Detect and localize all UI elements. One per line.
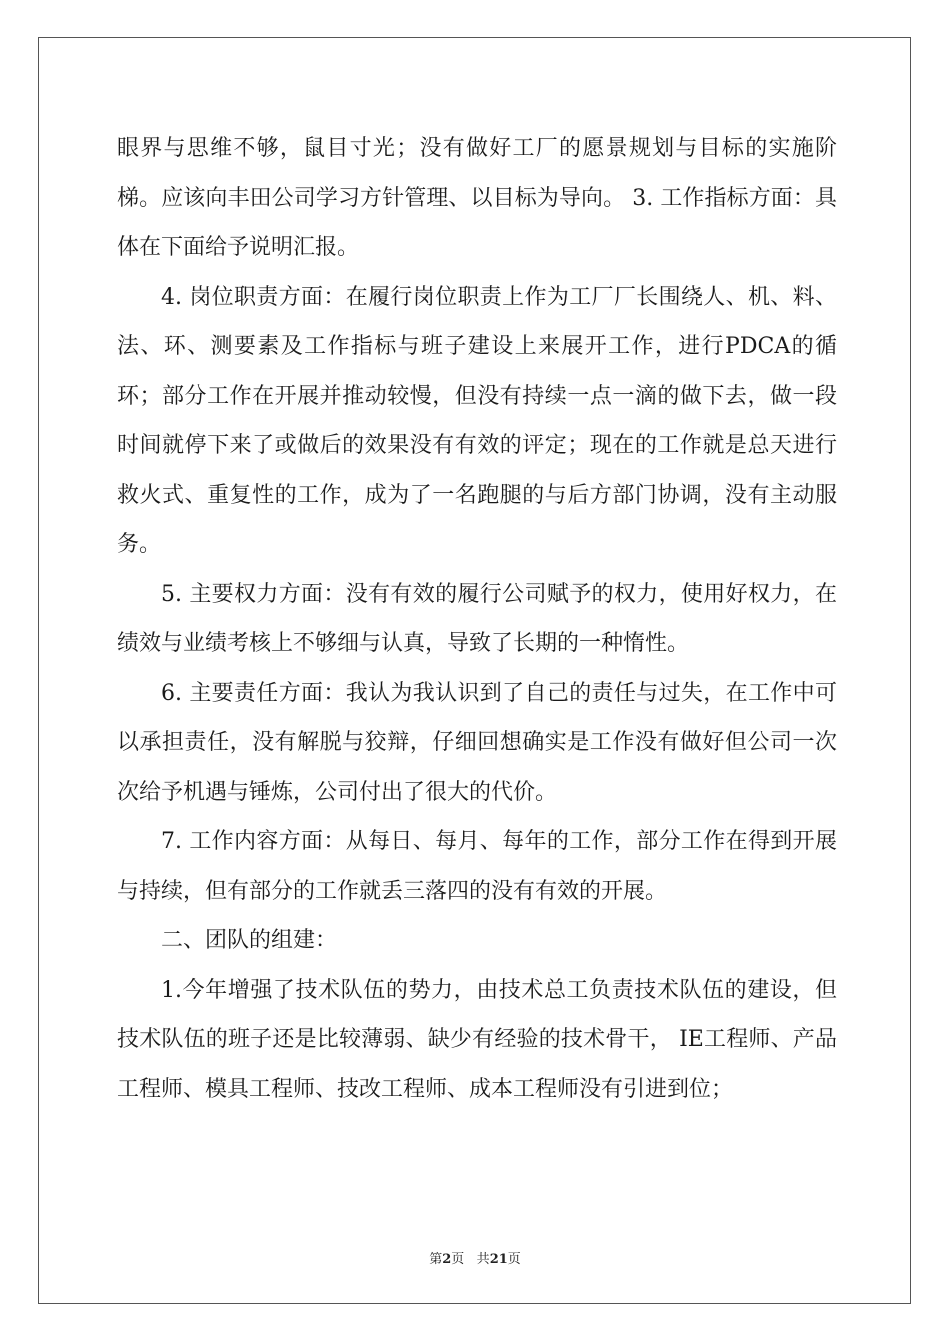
total-page-count: 21 xyxy=(489,1252,508,1267)
paragraph-3: 5. 主要权力方面：没有有效的履行公司赋予的权力，使用好权力，在绩效与业绩考核上不够细与认真，导致了长期的一种惰性。 xyxy=(117,581,837,656)
paragraph-6: 1.今年增强了技术队伍的势力，由技术总工负责技术队伍的建设，但技术队伍的班子还是比较薄弱、缺少有经验的技术骨干， IE工程师、产品工程师、模具工程师、技改工程师、成本工程师没有引进到位； xyxy=(117,977,837,1102)
section-heading: 二、团队的组建： xyxy=(161,928,338,953)
footer-page-suffix: 页 xyxy=(451,1252,465,1267)
footer-total-suffix: 页 xyxy=(507,1252,521,1267)
footer-prefix: 第 xyxy=(429,1252,443,1267)
page-footer xyxy=(0,1248,950,1267)
paragraph-4: 6. 主要责任方面：我认为我认识到了自己的责任与过失，在工作中可以承担责任，没有解脱与狡辩，仔细回想确实是工作没有做好但公司一次次给予机遇与锤炼，公司付出了很大的代价。 xyxy=(117,680,837,805)
paragraph-5: 7. 工作内容方面：从每日、每月、每年的工作，部分工作在得到开展与持续，但有部分的工作就丢三落四的没有有效的开展。 xyxy=(117,829,837,904)
paragraph-2: 4. 岗位职责方面：在履行岗位职责上作为工厂厂长围绕人、机、料、法、环、测要素及工作指标与班子建设上来展开工作，进行PDCA的循环；部分工作在开展并推动较慢，但没有持续一点一滴的做下去，做一段时间就停下来了或做后的效果没有有效的评定；现在的工作就是总天进行救火式、重复性的工作，成为了一名跑腿的与后方部门协调，没有主动服务。 xyxy=(117,284,837,557)
document-body xyxy=(117,124,837,1114)
paragraph-1: 眼界与思维不够，鼠目寸光；没有做好工厂的愿景规划与目标的实施阶梯。应该向丰田公司学习方针管理、以目标为导向。 3. 工作指标方面：具体在下面给予说明汇报。 xyxy=(117,136,837,260)
footer-total-prefix: 共 xyxy=(476,1252,490,1267)
current-page-number: 2 xyxy=(442,1252,452,1267)
